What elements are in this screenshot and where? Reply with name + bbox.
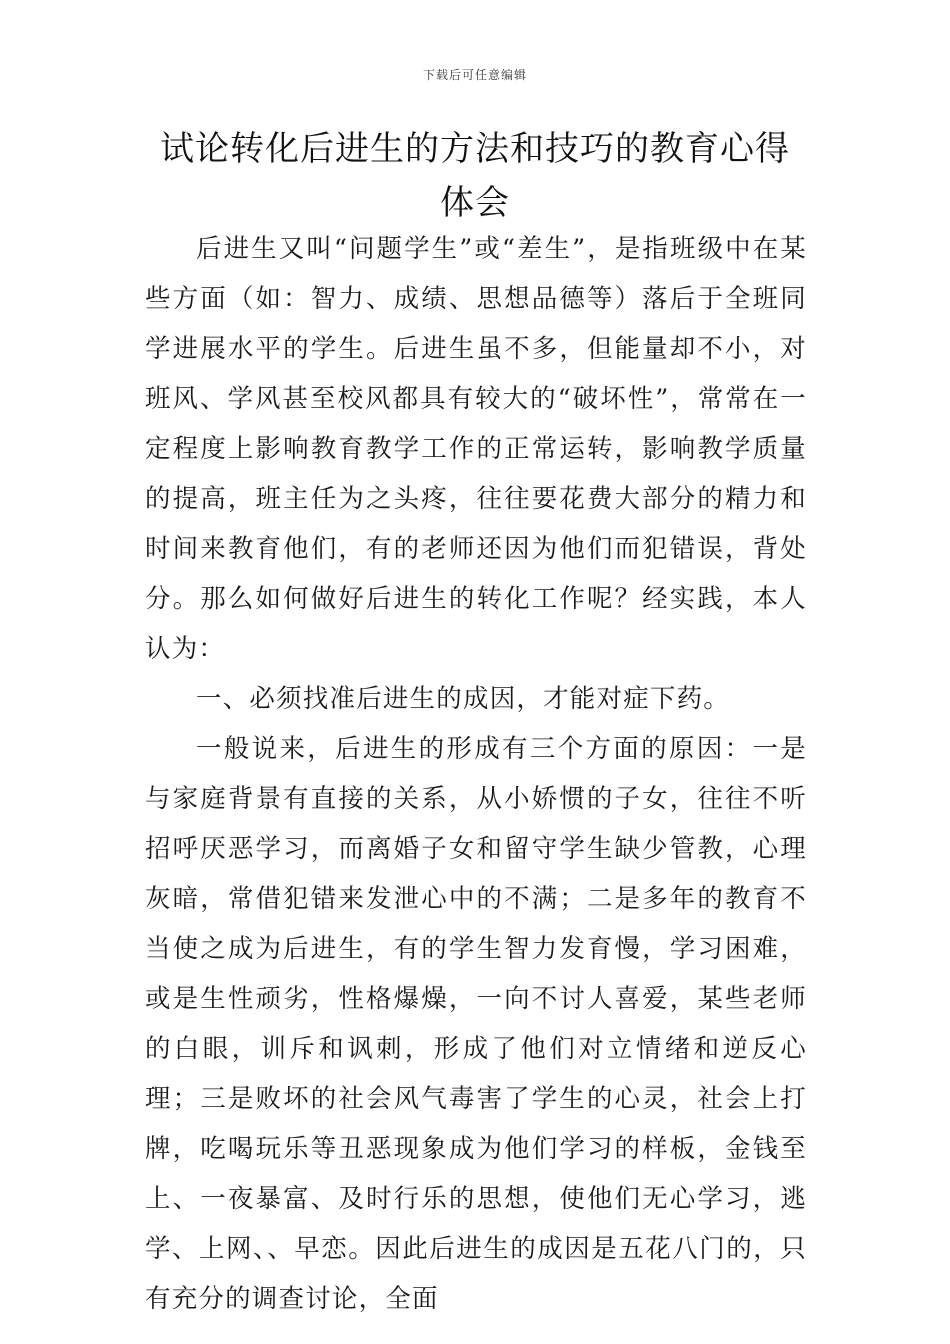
paragraph-causes: 一般说来，后进生的形成有三个方面的原因：一是与家庭背景有直接的关系，从小娇惯的子女，往往不听招呼厌恶学习，而离婚子女和留守学生缺少管教，心理灰暗，常借犯错来发泄心中的不满；二是多年的教育不当使之成为后进生，有的学生智力发育慢，学习困难，或是生性顽劣，性格爆燥，一向不讨人喜爱，某些老师的白眼，训斥和讽刺，形成了他们对立情绪和逆反心理；三是败坏的社会风气毒害了学生的心灵，社会上打牌，吃喝玩乐等丑恶现象成为他们学习的样板，金钱至上、一夜暴富、及时行乐的思想，使他们无心学习，逃学、上网、、早恋。因此后进生的成因是五花八门的，只有充分的调查讨论，全面 [145, 734, 807, 1314]
paragraph-intro: 后进生又叫“问题学生”或“差生”，是指班级中在某些方面（如：智力、成绩、思想品德等）落后于全班同学进展水平的学生。后进生虽不多，但能量却不小，对班风、学风甚至校风都具有较大的“破坏性”，常常在一定程度上影响教育教学工作的正常运转，影响教学质量的提高，班主任为之头疼，往往要花费大部分的精力和时间来教育他们，有的老师还因为他们而犯错误，背处分。那么如何做好后进生的转化工作呢？经实践，本人认为： [145, 234, 807, 664]
document-title: 试论转化后进生的方法和技巧的教育心得体会 [160, 129, 790, 223]
header-note: 下载后可任意编辑 [422, 68, 527, 82]
document-body [145, 224, 807, 1324]
section-heading-1: 一、必须找准后进生的成因，才能对症下药。 [196, 684, 731, 714]
